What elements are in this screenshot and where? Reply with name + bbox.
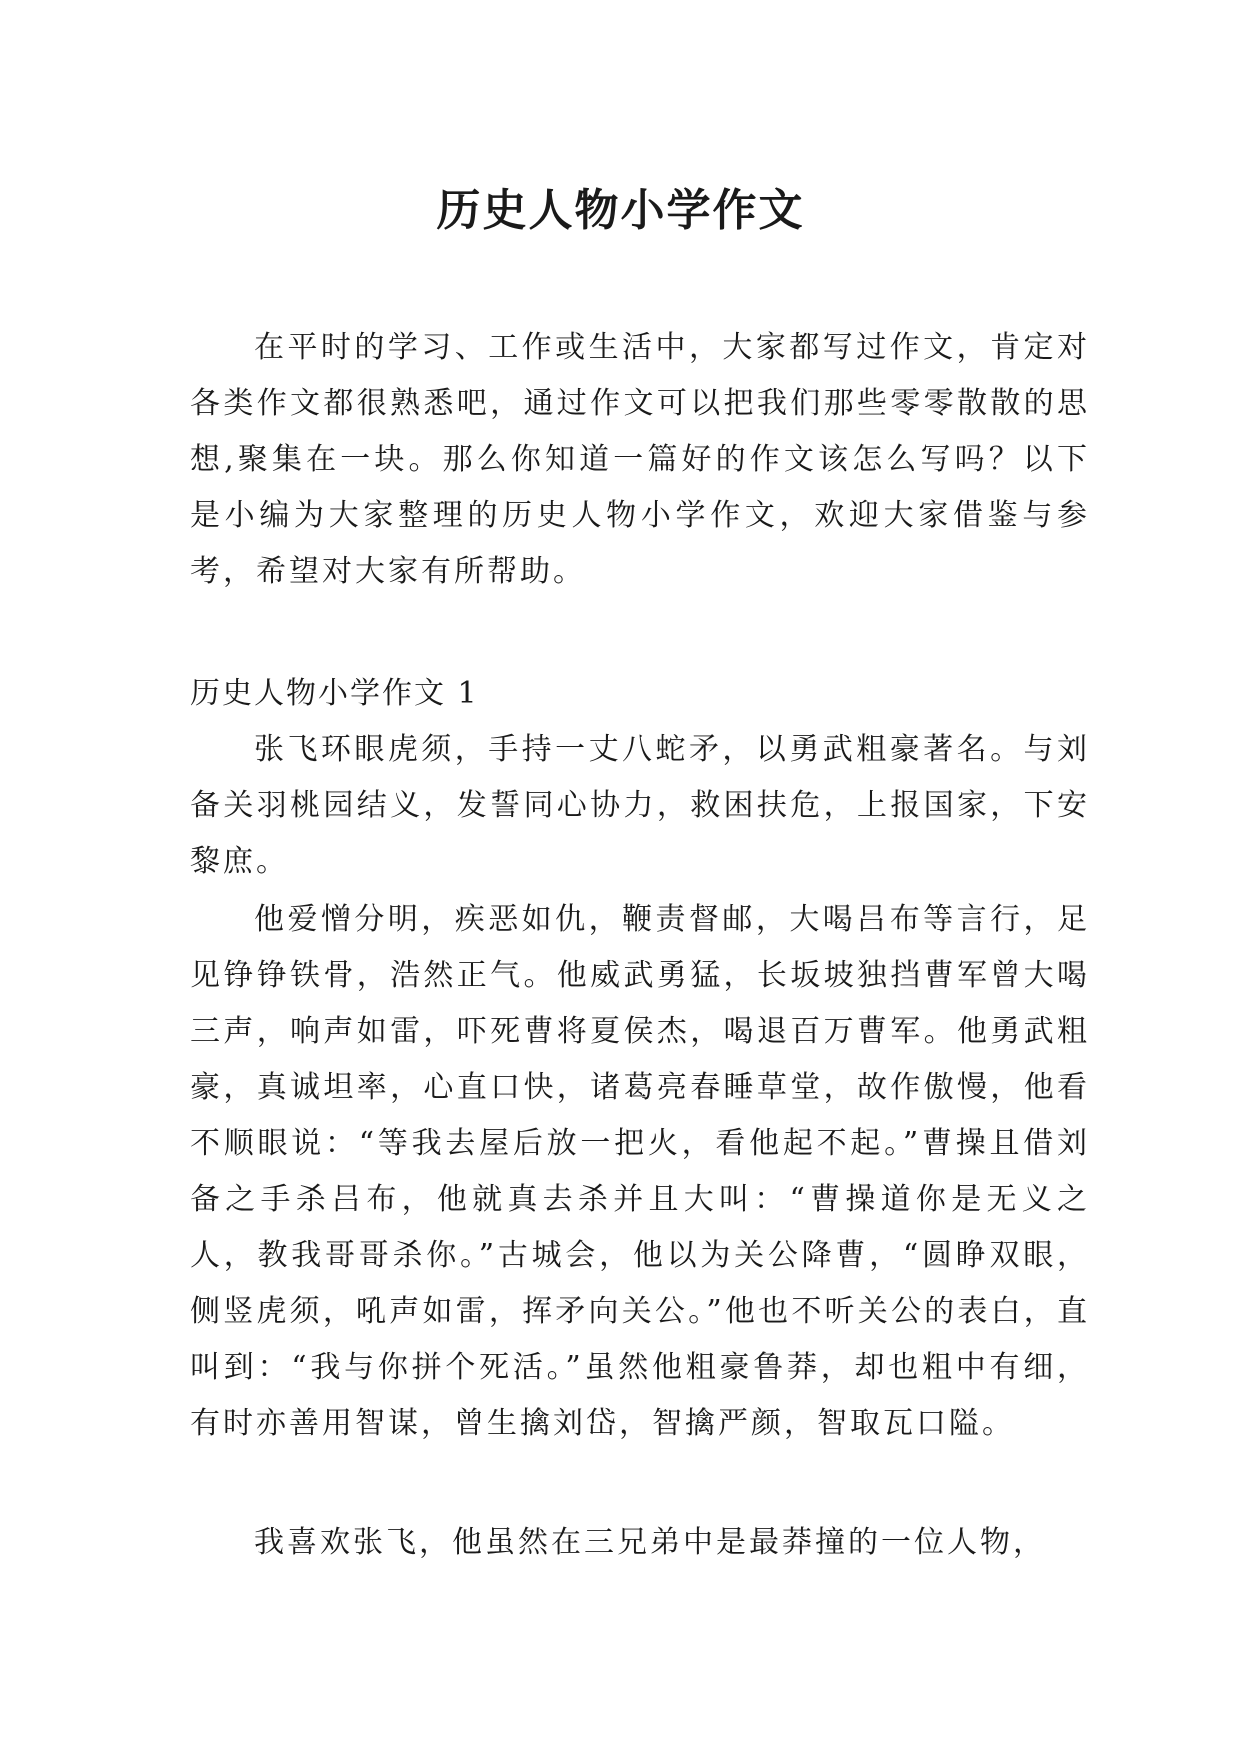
document-title: 历史人物小学作文 xyxy=(436,185,805,237)
intro-paragraph: 在平时的学习、工作或生活中，大家都写过作文，肯定对各类作文都很熟悉吧，通过作文可以把我们那些零零散散的思想,聚集在一块。那么你知道一篇好的作文该怎么写吗？以下是小编为大家整理的历史人物小学作文，欢迎大家借鉴与参考，希望对大家有所帮助。 xyxy=(190,330,1090,589)
body-paragraph: 他爱憎分明，疾恶如仇，鞭责督邮，大喝吕布等言行，足见铮铮铁骨，浩然正气。他威武勇猛，长坂坡独挡曹军曾大喝三声，响声如雷，吓死曹将夏侯杰，喝退百万曹军。他勇武粗豪，真诚坦率，心直口快，诸葛亮春睡草堂，故作傲慢，他看不顺眼说：“等我去屋后放一把火，看他起不起。”曹操且借刘备之手杀吕布，他就真去杀并且大叫：“曹操道你是无义之人，教我哥哥杀你。”古城会，他以为关公降曹，“圆睁双眼，侧竖虎须，吼声如雷，挥矛向关公。”他也不听关公的表白，直叫到：“我与你拼个死活。”虽然他粗豪鲁莽，却也粗中有细，有时亦善用智谋，曾生擒刘岱，智擒严颜，智取瓦口隘。 xyxy=(190,902,1090,1441)
section-heading: 历史人物小学作文 1 xyxy=(190,676,479,711)
body-paragraph: 张飞环眼虎须，手持一丈八蛇矛，以勇武粗豪著名。与刘备关羽桃园结义，发誓同心协力，救困扶危，上报国家，下安黎庶。 xyxy=(190,732,1090,879)
body-paragraph: 我喜欢张飞，他虽然在三兄弟中是最莽撞的一位人物， xyxy=(254,1525,1046,1560)
